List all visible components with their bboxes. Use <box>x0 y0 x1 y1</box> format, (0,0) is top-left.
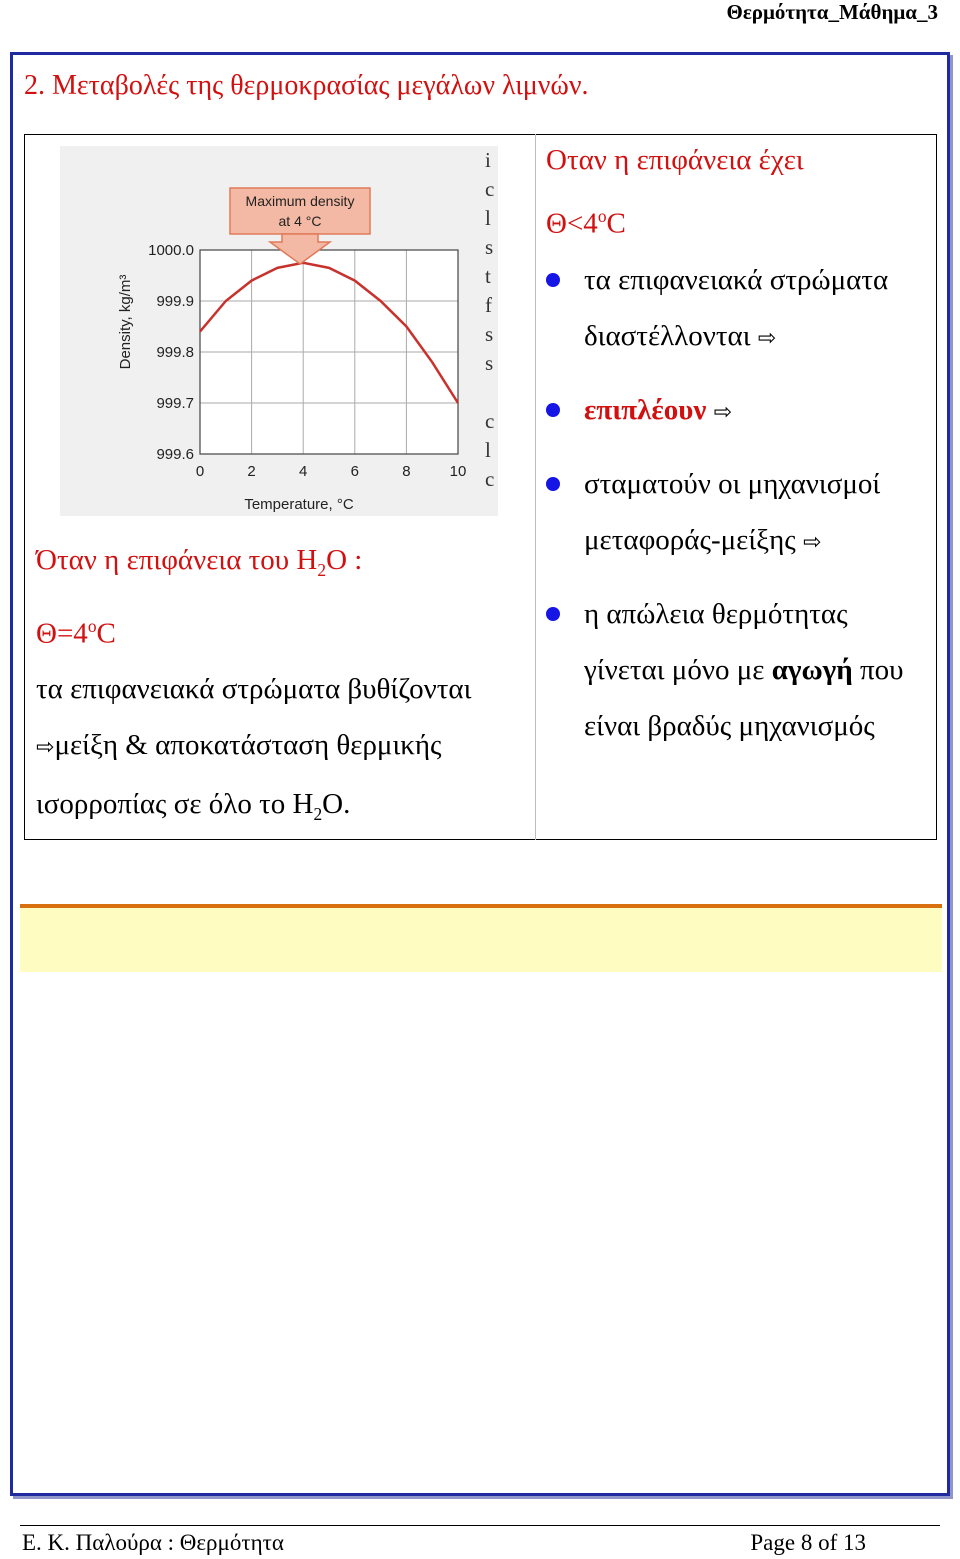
bullet-dot-icon <box>546 477 560 491</box>
cropped-text-strip <box>485 146 505 516</box>
bullet-dot-icon <box>546 403 560 417</box>
bullet-item <box>546 586 931 754</box>
y-tick-label: 1000.0 <box>148 242 194 259</box>
cropped-letter: l <box>485 438 491 462</box>
bullet-list <box>546 252 931 769</box>
right-temp-text: Θ<4 <box>546 207 598 240</box>
column-divider <box>535 134 536 840</box>
x-tick-label: 8 <box>402 463 411 480</box>
arrow-icon: ⇨ <box>36 735 55 761</box>
left-eq-sub: 2 <box>313 804 323 825</box>
bullet-text-end: που είναι βραδύς μηχανισμός <box>584 654 904 742</box>
right-heading <box>546 132 804 252</box>
document-header-title: Θερμότητα_Μάθημα_3 <box>726 0 938 24</box>
right-temp-end: C <box>606 207 626 240</box>
bullet-text: σταματούν οι μηχανισμοί μεταφοράς-μείξης <box>584 468 881 556</box>
y-tick-label: 999.7 <box>156 395 194 412</box>
x-tick-label: 0 <box>195 463 205 480</box>
left-heading-text: Όταν η επιφάνεια του H <box>36 544 318 576</box>
left-temperature <box>36 598 531 662</box>
bullet-item <box>546 382 931 441</box>
cropped-letter: c <box>485 467 495 491</box>
cropped-letter: i <box>485 148 491 172</box>
left-heading <box>36 532 531 598</box>
cropped-letter: c <box>485 177 495 201</box>
left-heading-end: O : <box>326 544 363 576</box>
left-text-block <box>36 532 531 842</box>
cropped-letter: s <box>485 322 494 346</box>
left-heading-sub: 2 <box>317 559 327 580</box>
cropped-letter <box>485 378 505 407</box>
left-line-mix <box>36 717 531 776</box>
right-heading-line2 <box>546 188 804 252</box>
left-line-sink: τα επιφανειακά στρώματα βυθίζονται <box>36 673 472 706</box>
footer-author: Ε. Κ. Παλούρα : Θερμότητα <box>22 1530 284 1555</box>
left-eq-end: O. <box>322 788 351 821</box>
section-title: 2. Μεταβολές της θερμοκρασίας μεγάλων λιμνών. <box>24 70 589 101</box>
arrow-icon: ⇨ <box>713 400 732 425</box>
left-temp-end: C <box>96 617 116 650</box>
arrow-icon: ⇨ <box>802 530 822 555</box>
highlight-band <box>20 904 942 972</box>
y-tick-label: 999.8 <box>156 344 194 361</box>
y-tick-label: 999.9 <box>156 293 194 310</box>
x-tick-label: 10 <box>449 463 467 480</box>
bullet-item <box>546 456 931 571</box>
x-tick-label: 4 <box>299 463 308 480</box>
bullet-bold-text: αγωγή <box>771 654 853 686</box>
y-tick-label: 999.6 <box>156 446 194 463</box>
bullet-text: επιπλέουν <box>584 394 707 426</box>
cropped-letter: s <box>485 235 494 259</box>
bullet-dot-icon <box>546 273 560 287</box>
left-line-equilibrium <box>36 776 531 842</box>
left-mix-text: μείξη & αποκατάσταση θερμικής <box>54 729 442 762</box>
x-tick-label: 2 <box>247 463 256 480</box>
cropped-letter: s <box>485 351 494 375</box>
left-eq-text: ισορροπίας σε όλο το H <box>36 788 314 821</box>
footer-rule <box>20 1525 940 1526</box>
cropped-letter: t <box>485 264 491 288</box>
x-tick-label: 6 <box>350 463 359 480</box>
right-temp-sup: o <box>597 206 607 226</box>
callout-line1: Maximum density <box>245 193 355 209</box>
y-axis-label: Density, kg/m³ <box>117 274 134 370</box>
callout-line2: at 4 °C <box>278 213 322 229</box>
bullet-text: η απώλεια θερμότητας γίνεται μόνο με <box>584 598 848 686</box>
right-heading-line1: Οταν η επιφάνεια έχει <box>546 144 804 176</box>
density-chart <box>60 146 498 516</box>
bullet-text: τα επιφανειακά στρώματα διαστέλλονται <box>584 264 889 352</box>
x-axis-label: Temperature, °C <box>244 496 354 513</box>
arrow-icon: ⇨ <box>757 326 777 351</box>
bullet-dot-icon <box>546 607 560 621</box>
bullet-item <box>546 252 931 367</box>
left-temp-sup: o <box>87 615 97 636</box>
cropped-letter: c <box>485 409 495 433</box>
left-temp-text: Θ=4 <box>36 617 88 650</box>
cropped-letter: f <box>485 293 492 317</box>
density-chart-svg <box>60 146 498 516</box>
footer-page-number: Page 8 of 13 <box>750 1530 866 1555</box>
cropped-letter: l <box>485 206 491 230</box>
